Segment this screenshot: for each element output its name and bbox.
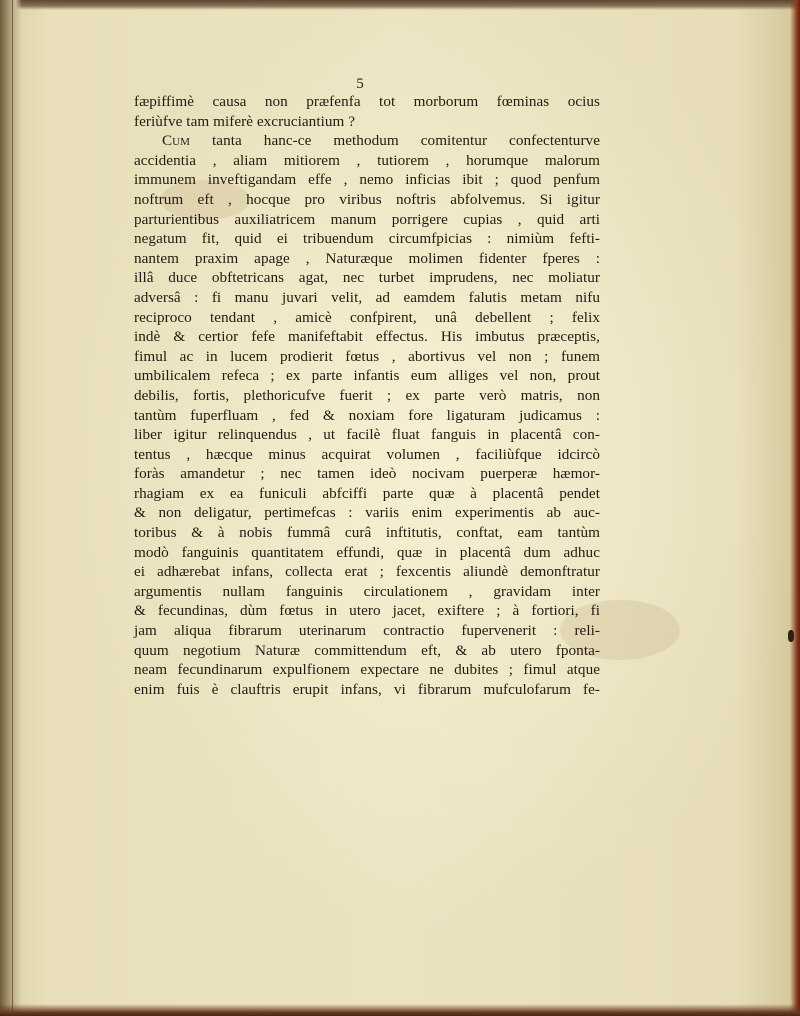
text-line: argumentis nullam fanguinis circulationem , gravidam inter [134, 582, 600, 600]
text-line: negatum fit, quid ei tribuendum circumfpicias : nimiùm fefti- [134, 230, 600, 248]
text-line: parturientibus auxiliatricem manum porrigere cupias , quid arti [134, 210, 600, 228]
page-top-edge [0, 0, 800, 10]
text-line: jam aliqua fibrarum uterinarum contractio fupervenerit : reli- [134, 622, 600, 640]
text-line: enim fuis è clauftris erupit infans, vi fibrarum mufculofarum fe- [134, 680, 600, 698]
text-line: accidentia , aliam mitiorem , tutiorem , horumque malorum [134, 151, 600, 169]
paragraph-lead-word: Cum [162, 132, 191, 150]
text-line: adversâ : fi manu juvari velit, ad eamdem falutis metam nifu [134, 288, 600, 306]
margin-ink-mark [788, 630, 794, 642]
text-line: fæpiffimè causa non præfenfa tot morborum fœminas ocius [134, 93, 600, 110]
text-line: modò fanguinis quantitatem effundi, quæ in placentâ dum adhuc [134, 543, 600, 561]
text-line: neam fecundinarum expulfionem expectare ne dubites ; fimul atque [134, 661, 600, 679]
text-line: tantùm fuperfluam , fed & noxiam fore ligaturam judicamus : [134, 406, 600, 424]
text-line: umbilicalem refeca ; ex parte infantis eum alliges vel non, prout [134, 367, 600, 385]
binding-line [12, 0, 13, 1016]
text-line: immunem inveftigandam effe , nemo inficias ibit ; quod penfum [134, 171, 600, 189]
page-binding-edge [0, 0, 22, 1016]
text-line: rhagiam ex ea funiculi abfciffi parte quæ à placentâ pendet [134, 484, 600, 502]
text-line: & non deligatur, pertimefcas : variis enim experimentis ab auc- [134, 504, 600, 522]
text-line: liber igitur relinquendus , ut facilè fluat fanguis in placentâ con- [134, 426, 600, 444]
text-line: tanta hanc-ce methodum comitentur confectenturve [212, 132, 600, 150]
page-number: 5 [356, 76, 364, 92]
text-line: illâ duce obftetricans agat, nec turbet imprudens, nec moliatur [134, 269, 600, 287]
text-line-paragraph-start [134, 131, 600, 151]
text-line: debilis, fortis, plethoricufve fuerit ; ex parte verò matris, non [134, 386, 600, 404]
body-text [134, 92, 600, 699]
text-line: ei adhærebat infans, collecta erat ; fexcentis aliundè demonftratur [134, 563, 600, 581]
text-line: reciproco tendant , amicè confpirent, unâ debellent ; felix [134, 308, 600, 326]
text-line: quum negotium Naturæ committendum eft, & ab utero fponta- [134, 641, 600, 659]
text-line: tentus , hæcque minus acquirat volumen , faciliùfque idcircò [134, 445, 600, 463]
text-line: fimul ac in lucem prodierit fœtus , abortivus vel non ; funem [134, 347, 600, 365]
text-line: & fecundinas, dùm fœtus in utero jacet, exiftere ; à fortiori, fi [134, 602, 600, 620]
page-bottom-edge [0, 1004, 800, 1016]
text-line: indè & certior fefe manifeftabit effectus. His imbutus præceptis, [134, 328, 600, 346]
text-line: nantem praxim apage , Naturæque molimen fidenter fperes : [134, 249, 600, 267]
page-right-edge [790, 0, 800, 1016]
text-line: toribus & à nobis fummâ curâ inftitutis, conftat, eam tantùm [134, 524, 600, 542]
text-line: foràs amandetur ; nec tamen ideò nocivam puerperæ hæmor- [134, 465, 600, 483]
text-line: noftrum eft , hocque pro viribus noftris abfolvemus. Si igitur [134, 190, 600, 208]
text-line: feriùfve tam miferè excruciantium ? [134, 112, 356, 130]
